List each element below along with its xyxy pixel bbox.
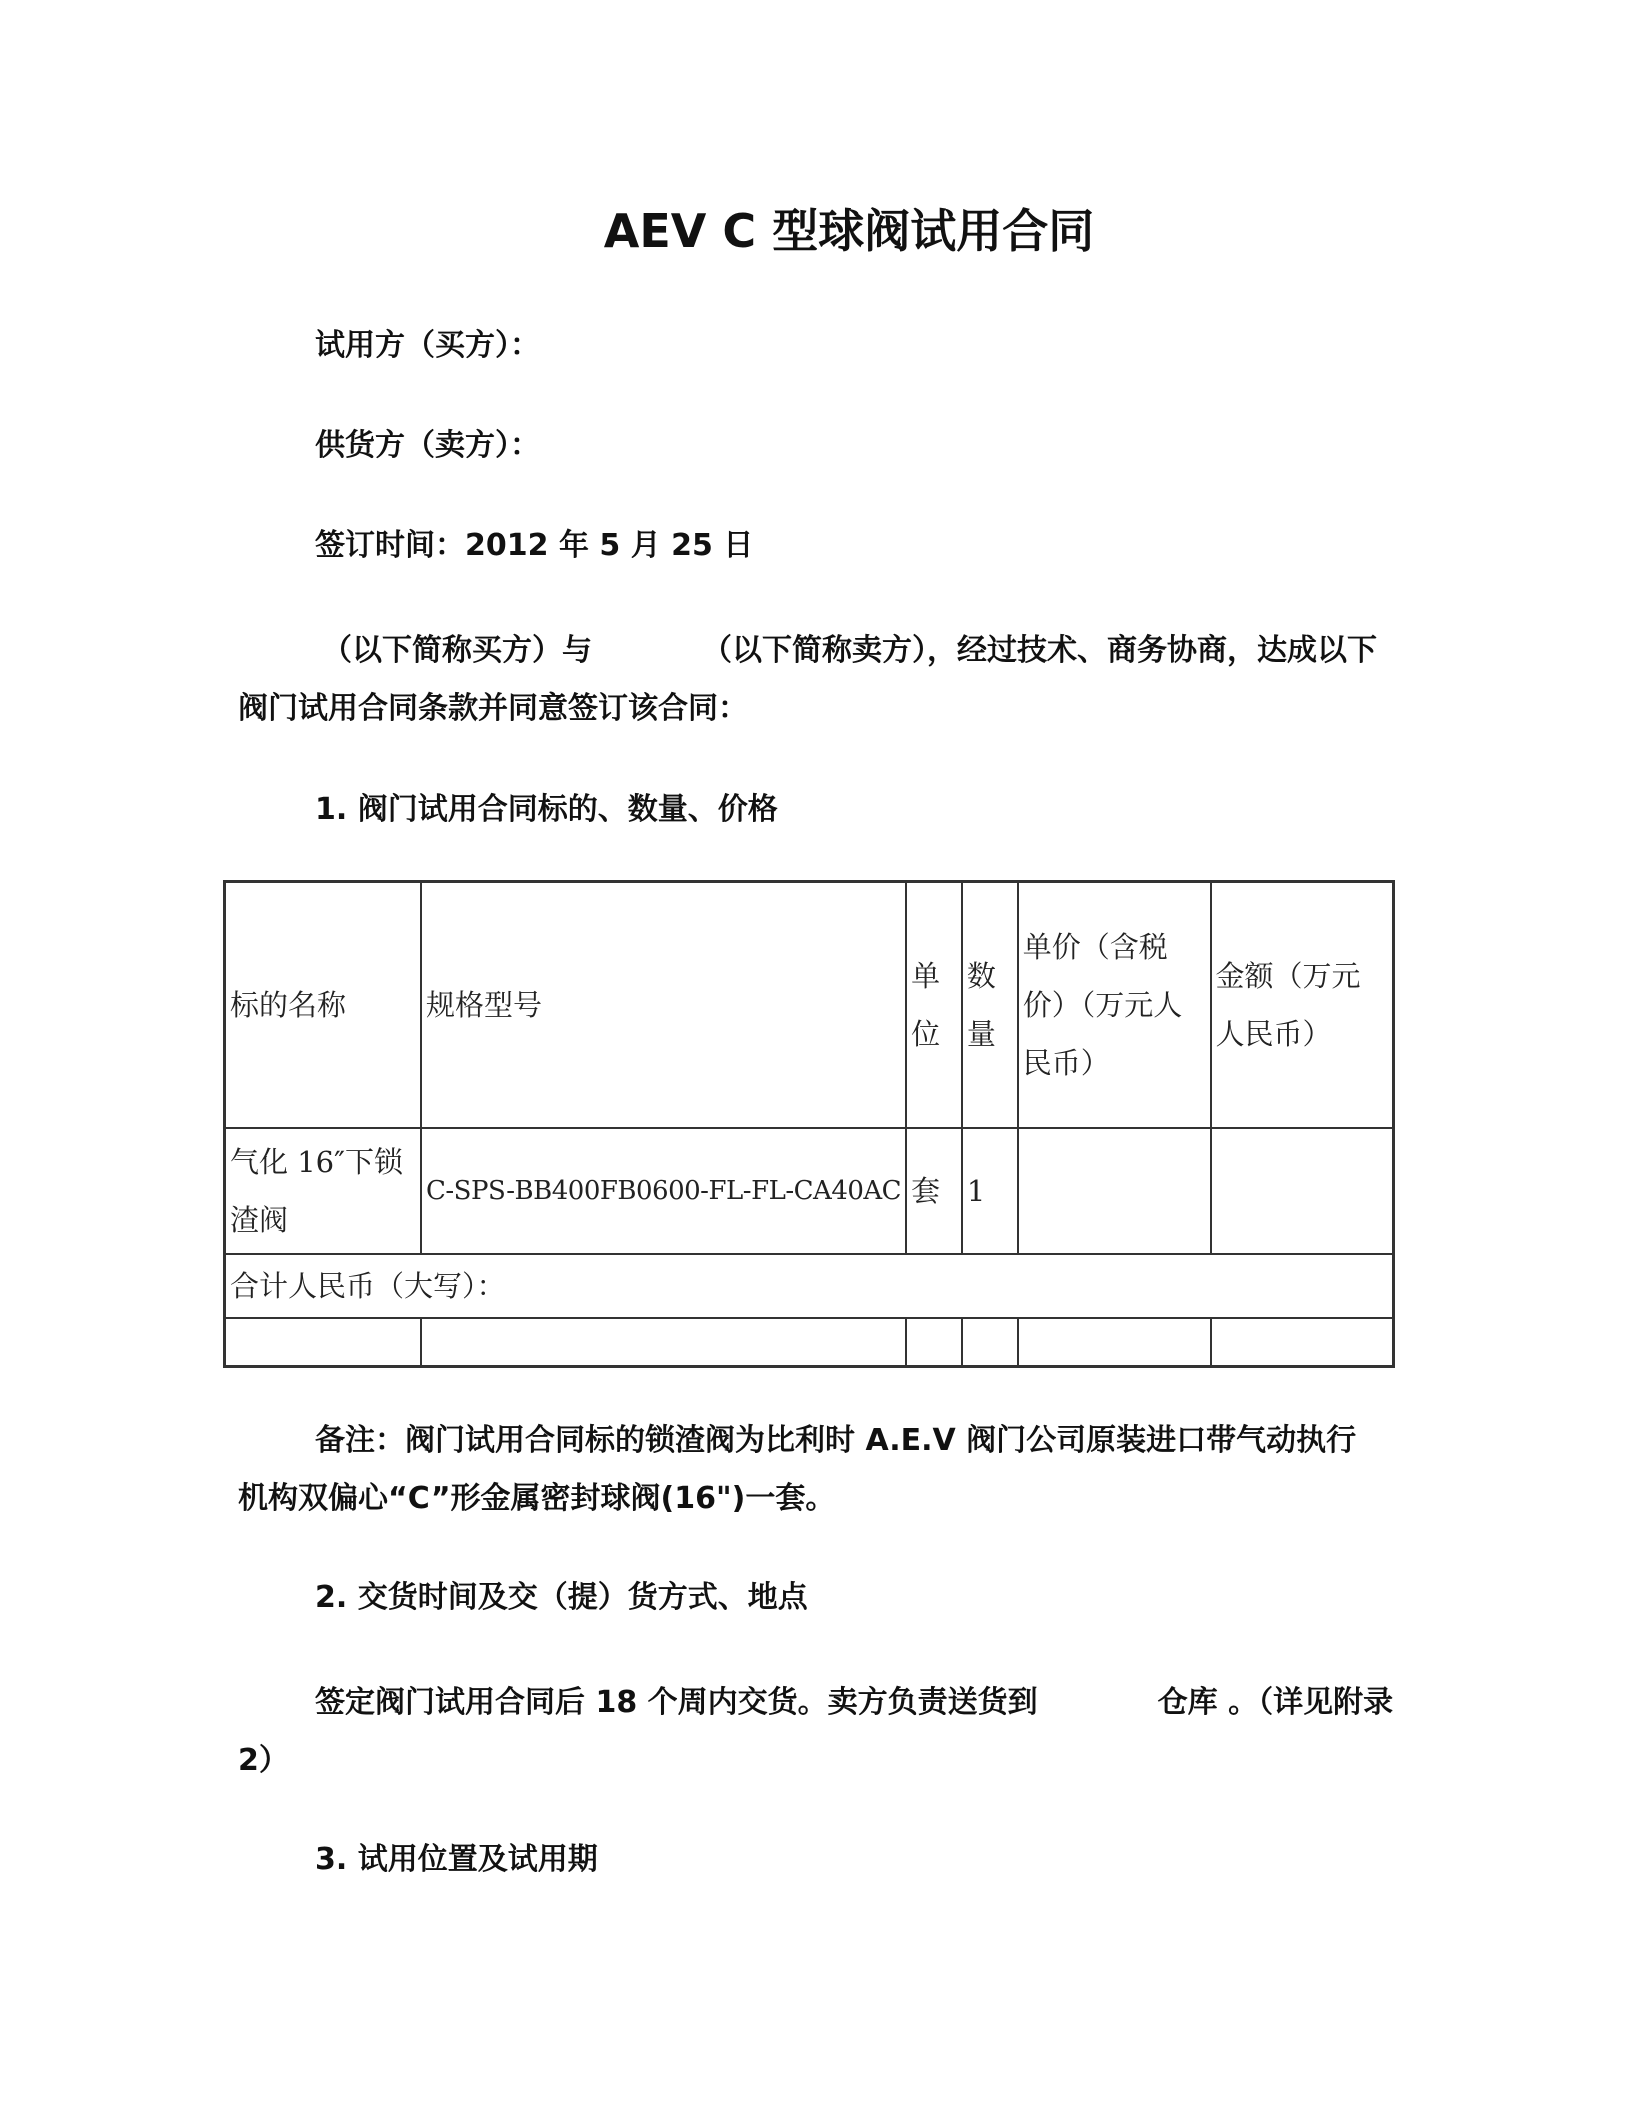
note-paragraph [238,1412,1378,1528]
header-cell: 单位 [906,882,962,1129]
table-cell [962,1318,1018,1367]
buyer-label: 试用方（买方）： [315,328,540,363]
header-cell: 规格型号 [421,882,906,1129]
header-cell: 数量 [962,882,1018,1129]
table-cell [421,1318,906,1367]
document-title: AEV C 型球阀试用合同 [603,204,1095,258]
table-row [225,1128,1394,1254]
intro-paragraph [238,622,1378,738]
table-cell [1211,1128,1394,1254]
header-cell: 标的名称 [225,882,422,1129]
section1-heading: 1. 阀门试用合同标的、数量、价格 [315,792,778,827]
sign-date: 签订时间：2012 年 5 月 25 日 [315,528,754,563]
note-text: 备注：阀门试用合同标的锁渣阀为比利时 A.E.V 阀门公司原装进口带气动执行机构双偏心“C”形金属密封球阀(16")一套。 [238,1423,1357,1516]
table-total-row [225,1254,1394,1318]
seller-label: 供货方（卖方）： [315,428,540,463]
intro-part1: （以下简称买方）与 [322,633,592,668]
section2-body [238,1674,1398,1790]
table-cell: 气化 16″下锁渣阀 [225,1128,422,1254]
table-cell [1018,1128,1211,1254]
items-table [223,880,1395,1368]
table-cell [1018,1318,1211,1367]
intro-part2: （以下简称卖方），经过技术、商务协商，达成以下阀门试用合同条款并同意签订该合同： [238,633,1377,726]
section2-heading: 2. 交货时间及交（提）货方式、地点 [315,1580,808,1615]
table-row-empty [225,1318,1394,1367]
header-cell: 单价（含税价）（万元人民币） [1018,882,1211,1129]
table-cell [906,1318,962,1367]
table-cell: C-SPS-BB400FB0600-FL-FL-CA40AC [421,1128,906,1254]
section2-part2: 仓库 。（详见附录 2） [238,1685,1394,1778]
section3-heading: 3. 试用位置及试用期 [315,1842,598,1877]
header-cell: 金额（万元人民币） [1211,882,1394,1129]
table-cell: 1 [962,1128,1018,1254]
table-cell: 套 [906,1128,962,1254]
table-cell [1211,1318,1394,1367]
section2-part1: 签定阀门试用合同后 18 个周内交货。卖方负责送货到 [315,1685,1038,1720]
total-label: 合计人民币（大写）： [225,1254,1394,1318]
table-header-row [225,882,1394,1129]
table-cell [225,1318,422,1367]
